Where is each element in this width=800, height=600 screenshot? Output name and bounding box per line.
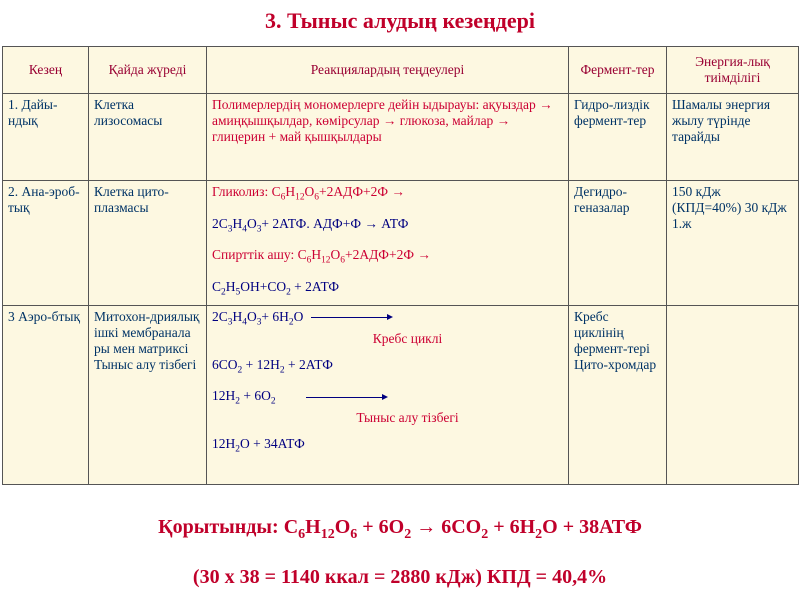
energy-calculation: (30 х 38 = 1140 ккал = 2880 кДж) КПД = 40,4% <box>192 566 608 588</box>
reaction-line <box>212 388 563 410</box>
header-stage: Кезең <box>3 47 89 94</box>
reaction-line: $C_2H_5OH+CO_2 + 2АТФ$ <box>212 279 340 298</box>
reaction-line: Спирттік ашу: $C_6H_{12}O_6+2АДФ+2Ф$ → <box>212 247 431 267</box>
enzymes-cell: Кребс циклінің фермент-тері Цито-хромдар <box>569 306 667 485</box>
enzymes-cell: Гидро-лиздік фермент-тер <box>569 94 667 181</box>
arrow-icon <box>306 397 386 398</box>
reaction-line <box>212 309 563 331</box>
reaction-caption: Тыныс алу тізбегі <box>356 410 459 426</box>
reaction-line: $12H_2O + 34АТФ$ <box>212 436 305 455</box>
place-cell: Клетка цито-плазмасы <box>89 181 207 306</box>
conclusion-equation: Қорытынды: $C_6H_{12}O_6 + 6O_2 \to 6CO_2 + 6H_2O + 38АТФ$ <box>158 516 642 542</box>
table-header-row <box>3 47 799 94</box>
stage-cell: 2. Ана-эроб-тық <box>3 181 89 306</box>
reaction-line: Гликолиз: $C_6H_{12}O_6+2АДФ+2Ф$ → <box>212 184 405 203</box>
header-enzymes: Фермент-тер <box>569 47 667 94</box>
page-title: 3. Тыныс алудың кезеңдері <box>265 8 535 33</box>
energy-cell: Шамалы энергия жылу түрінде тарайды <box>667 94 799 181</box>
energy-cell <box>667 306 799 485</box>
header-place: Қайда жүреді <box>89 47 207 94</box>
reactions-cell <box>207 306 569 485</box>
place-cell: Клетка лизосомасы <box>89 94 207 181</box>
reaction-text: $2C_3H_4O_3+ 6H_2O$ <box>212 309 304 328</box>
reaction-caption: Кребс циклі <box>372 330 443 346</box>
reaction-text: $12H_2 + 6O_2$ <box>212 388 276 408</box>
table-row <box>3 181 799 306</box>
enzymes-cell: Дегидро-геназалар <box>569 181 667 306</box>
place-cell: Митохон-дриялық ішкі мембранала ры мен матриксі Тыныс алу тізбегі <box>89 306 207 485</box>
table-row <box>3 94 799 181</box>
table-row <box>3 306 799 485</box>
reaction-line: $2C_3H_4O_3+ 2АТФ$. АДФ+Ф → АТФ <box>212 215 409 235</box>
energy-cell: 150 кДж (КПД=40%) 30 кДж 1.ж <box>667 181 799 306</box>
stage-cell: 3 Аэро-бтық <box>3 306 89 485</box>
header-reactions: Реакциялардың теңдеулері <box>207 47 569 94</box>
reaction-line: $6CO_2 + 12H_2 + 2АТФ$ <box>212 356 333 376</box>
stage-cell: 1. Дайы-ндық <box>3 94 89 181</box>
reactions-cell <box>207 181 569 306</box>
header-energy: Энергия-лық тиімділігі <box>667 47 799 94</box>
stages-table <box>2 46 799 485</box>
reactions-cell: Полимерлердің мономерлерге дейін ыдырауы: ақуыздар → амиңқышқылдар, көмірсулар → глюкоза, майлар → глицерин + май қышқылдары <box>207 94 569 181</box>
arrow-icon <box>311 317 391 318</box>
